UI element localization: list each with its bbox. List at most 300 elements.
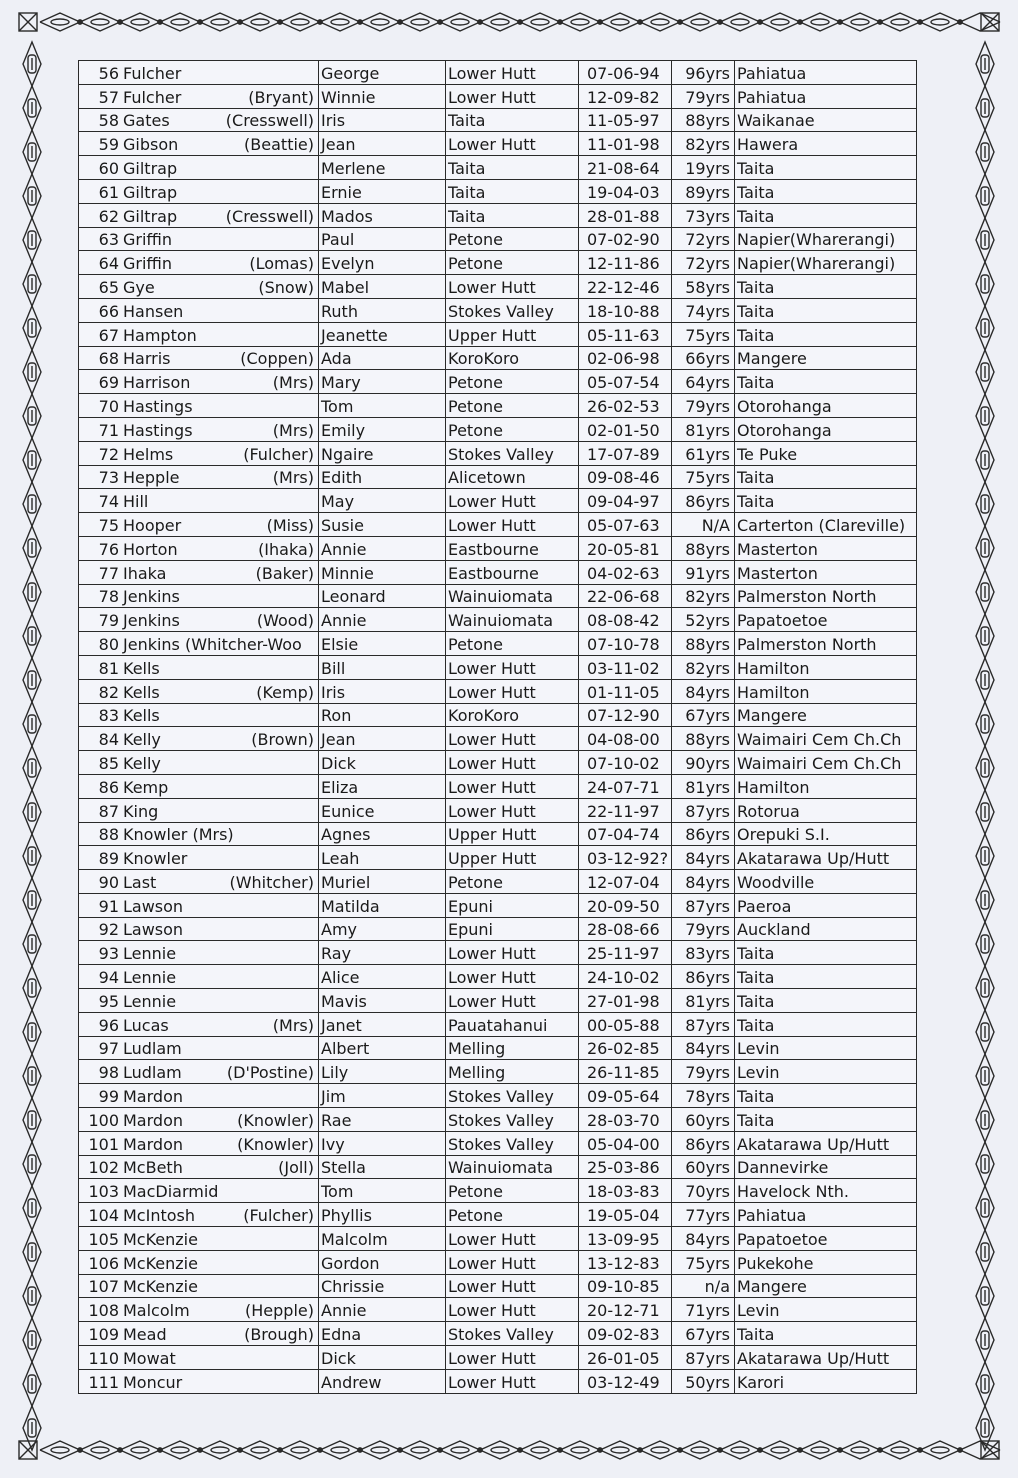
name-left bbox=[81, 968, 176, 988]
first-name: Elsie bbox=[319, 632, 446, 656]
name-cell bbox=[79, 870, 319, 894]
entry-number: 85 bbox=[98, 753, 119, 773]
surname: Malcolm bbox=[123, 1301, 190, 1321]
name-cell bbox=[79, 1131, 319, 1155]
name-wrap bbox=[81, 1230, 316, 1250]
table-row bbox=[79, 536, 917, 560]
first-name: Tom bbox=[319, 394, 446, 418]
age: 87yrs bbox=[672, 1012, 735, 1036]
name-left bbox=[81, 920, 183, 940]
age: 84yrs bbox=[672, 870, 735, 894]
age: 60yrs bbox=[672, 1155, 735, 1179]
entry-number: 79 bbox=[98, 611, 119, 631]
maiden-name bbox=[314, 183, 316, 203]
maiden-name bbox=[314, 897, 316, 917]
residence: Lower Hutt bbox=[446, 275, 579, 299]
residence: Stokes Valley bbox=[446, 1322, 579, 1346]
burial-place: Levin bbox=[735, 1060, 917, 1084]
entry-number: 93 bbox=[98, 944, 119, 964]
age: 52yrs bbox=[672, 608, 735, 632]
burial-place: Mangere bbox=[735, 1274, 917, 1298]
maiden-name: (Mrs) bbox=[272, 1015, 314, 1035]
table-row bbox=[79, 275, 917, 299]
first-name: Gordon bbox=[319, 1250, 446, 1274]
name-left bbox=[81, 64, 181, 84]
table-row bbox=[79, 822, 917, 846]
name-left bbox=[81, 159, 177, 179]
table-row bbox=[79, 251, 917, 275]
maiden-name bbox=[314, 159, 316, 179]
table-row bbox=[79, 1227, 917, 1251]
maiden-name bbox=[314, 1277, 316, 1297]
name-left bbox=[81, 1301, 190, 1321]
residence: Stokes Valley bbox=[446, 441, 579, 465]
table-row bbox=[79, 965, 917, 989]
first-name: Mavis bbox=[319, 989, 446, 1013]
name-wrap bbox=[81, 1254, 316, 1274]
name-cell bbox=[79, 655, 319, 679]
entry-number: 100 bbox=[88, 1110, 119, 1130]
name-left bbox=[81, 373, 190, 393]
name-left bbox=[81, 611, 180, 631]
name-cell bbox=[79, 560, 319, 584]
surname: Giltrap bbox=[123, 206, 178, 226]
residence: Wainuiomata bbox=[446, 584, 579, 608]
date-of-death: 20-09-50 bbox=[579, 893, 672, 917]
entry-number: 86 bbox=[98, 777, 119, 797]
date-of-death: 05-04-00 bbox=[579, 1131, 672, 1155]
age: 86yrs bbox=[672, 1131, 735, 1155]
age: 86yrs bbox=[672, 489, 735, 513]
maiden-name: (Miss) bbox=[266, 515, 314, 535]
entry-number: 99 bbox=[98, 1087, 119, 1107]
entry-number: 70 bbox=[98, 396, 119, 416]
surname: Griffin bbox=[123, 230, 173, 250]
maiden-name bbox=[314, 64, 316, 84]
maiden-name: (Mrs) bbox=[272, 468, 314, 488]
surname: Giltrap bbox=[123, 182, 178, 202]
residence: Upper Hutt bbox=[446, 322, 579, 346]
maiden-name bbox=[314, 1254, 316, 1274]
table-row bbox=[79, 346, 917, 370]
table-row bbox=[79, 1322, 917, 1346]
name-wrap bbox=[81, 1349, 316, 1369]
table-row bbox=[79, 679, 917, 703]
name-left bbox=[81, 207, 177, 227]
entry-number: 91 bbox=[98, 896, 119, 916]
name-left bbox=[81, 1277, 198, 1297]
table-row bbox=[79, 870, 917, 894]
maiden-name: (Mrs) bbox=[272, 373, 314, 393]
maiden-name: (Beattie) bbox=[244, 135, 314, 155]
burial-place: Orepuki S.I. bbox=[735, 822, 917, 846]
surname: Harris bbox=[123, 349, 171, 369]
surname: Lennie bbox=[123, 991, 177, 1011]
table-row bbox=[79, 1250, 917, 1274]
residence: Lower Hutt bbox=[446, 489, 579, 513]
age: 77yrs bbox=[672, 1203, 735, 1227]
table-row bbox=[79, 1203, 917, 1227]
surname: Jenkins (Whitcher-Woo bbox=[123, 634, 302, 654]
maiden-name bbox=[314, 944, 316, 964]
age: 73yrs bbox=[672, 203, 735, 227]
table-row bbox=[79, 893, 917, 917]
name-cell bbox=[79, 322, 319, 346]
residence: Lower Hutt bbox=[446, 774, 579, 798]
surname: Gibson bbox=[123, 135, 179, 155]
age: 81yrs bbox=[672, 417, 735, 441]
entry-number: 94 bbox=[98, 968, 119, 988]
date-of-death: 00-05-88 bbox=[579, 1012, 672, 1036]
name-left bbox=[81, 587, 180, 607]
burial-place: Waimairi Cem Ch.Ch bbox=[735, 727, 917, 751]
age: 79yrs bbox=[672, 84, 735, 108]
residence: Lower Hutt bbox=[446, 84, 579, 108]
burial-place: Taita bbox=[735, 370, 917, 394]
date-of-death: 11-01-98 bbox=[579, 132, 672, 156]
surname: Mardon bbox=[123, 1110, 183, 1130]
table-row bbox=[79, 394, 917, 418]
first-name: Edith bbox=[319, 465, 446, 489]
first-name: Matilda bbox=[319, 893, 446, 917]
burial-place: Akatarawa Up/Hutt bbox=[735, 846, 917, 870]
name-cell bbox=[79, 608, 319, 632]
name-left bbox=[81, 944, 176, 964]
residence: Lower Hutt bbox=[446, 61, 579, 85]
maiden-name bbox=[314, 802, 316, 822]
entry-number: 76 bbox=[98, 539, 119, 559]
date-of-death: 22-06-68 bbox=[579, 584, 672, 608]
residence: KoroKoro bbox=[446, 703, 579, 727]
maiden-name: (Lomas) bbox=[249, 254, 314, 274]
burial-place: Levin bbox=[735, 1036, 917, 1060]
name-cell bbox=[79, 941, 319, 965]
surname: Harrison bbox=[123, 373, 191, 393]
name-wrap bbox=[81, 278, 316, 298]
name-cell bbox=[79, 298, 319, 322]
name-left bbox=[81, 1182, 218, 1202]
first-name: Andrew bbox=[319, 1369, 446, 1393]
name-wrap bbox=[81, 897, 316, 917]
entry-number: 110 bbox=[88, 1348, 119, 1368]
entry-number: 69 bbox=[98, 373, 119, 393]
entry-number: 97 bbox=[98, 1039, 119, 1059]
date-of-death: 09-04-97 bbox=[579, 489, 672, 513]
name-cell bbox=[79, 727, 319, 751]
surname: Hansen bbox=[123, 301, 184, 321]
name-wrap bbox=[81, 373, 316, 393]
name-cell bbox=[79, 441, 319, 465]
date-of-death: 13-09-95 bbox=[579, 1227, 672, 1251]
name-cell bbox=[79, 417, 319, 441]
name-wrap bbox=[81, 1111, 316, 1131]
name-cell bbox=[79, 179, 319, 203]
burial-place: Woodville bbox=[735, 870, 917, 894]
name-wrap bbox=[81, 1373, 316, 1393]
date-of-death: 24-10-02 bbox=[579, 965, 672, 989]
surname: Mead bbox=[123, 1325, 167, 1345]
name-cell bbox=[79, 1227, 319, 1251]
residence: Pauatahanui bbox=[446, 1012, 579, 1036]
first-name: Ray bbox=[319, 941, 446, 965]
first-name: Mabel bbox=[319, 275, 446, 299]
name-left bbox=[81, 183, 177, 203]
name-cell bbox=[79, 917, 319, 941]
surname: Giltrap bbox=[123, 158, 178, 178]
burial-place: Masterton bbox=[735, 560, 917, 584]
name-cell bbox=[79, 1036, 319, 1060]
table-row bbox=[79, 417, 917, 441]
maiden-name bbox=[314, 1182, 316, 1202]
table-row bbox=[79, 655, 917, 679]
age: 81yrs bbox=[672, 774, 735, 798]
date-of-death: 07-10-78 bbox=[579, 632, 672, 656]
name-left bbox=[81, 302, 183, 322]
burial-place: Mangere bbox=[735, 703, 917, 727]
name-cell bbox=[79, 1250, 319, 1274]
date-of-death: 07-02-90 bbox=[579, 227, 672, 251]
surname: Helms bbox=[123, 444, 174, 464]
surname: Ludlam bbox=[123, 1039, 182, 1059]
surname: Kells bbox=[123, 706, 160, 726]
surname: Hastings bbox=[123, 420, 193, 440]
name-wrap bbox=[81, 611, 316, 631]
entry-number: 101 bbox=[88, 1134, 119, 1154]
entry-number: 108 bbox=[88, 1301, 119, 1321]
entry-number: 74 bbox=[98, 492, 119, 512]
first-name: Jim bbox=[319, 1084, 446, 1108]
table-row bbox=[79, 1179, 917, 1203]
age: 79yrs bbox=[672, 1060, 735, 1084]
maiden-name bbox=[314, 706, 316, 726]
table-row bbox=[79, 370, 917, 394]
maiden-name bbox=[314, 1230, 316, 1250]
first-name: Ron bbox=[319, 703, 446, 727]
name-left bbox=[81, 1135, 183, 1155]
date-of-death: 05-07-54 bbox=[579, 370, 672, 394]
burial-place: Levin bbox=[735, 1298, 917, 1322]
first-name: Ivy bbox=[319, 1131, 446, 1155]
maiden-name bbox=[314, 1039, 316, 1059]
table-row bbox=[79, 298, 917, 322]
first-name: Annie bbox=[319, 1298, 446, 1322]
first-name: Jean bbox=[319, 727, 446, 751]
age: 86yrs bbox=[672, 822, 735, 846]
name-wrap bbox=[81, 445, 316, 465]
residence: Taita bbox=[446, 108, 579, 132]
burial-place: Taita bbox=[735, 941, 917, 965]
residence: Petone bbox=[446, 370, 579, 394]
name-wrap bbox=[81, 64, 316, 84]
name-left bbox=[81, 421, 193, 441]
name-cell bbox=[79, 774, 319, 798]
entry-number: 61 bbox=[98, 182, 119, 202]
date-of-death: 22-11-97 bbox=[579, 798, 672, 822]
burial-place: Papatoetoe bbox=[735, 608, 917, 632]
name-cell bbox=[79, 1155, 319, 1179]
entry-number: 104 bbox=[88, 1206, 119, 1226]
entry-number: 107 bbox=[88, 1277, 119, 1297]
name-cell bbox=[79, 584, 319, 608]
residence: Epuni bbox=[446, 917, 579, 941]
name-wrap bbox=[81, 183, 316, 203]
table-row bbox=[79, 132, 917, 156]
name-wrap bbox=[81, 944, 316, 964]
name-left bbox=[81, 1349, 176, 1369]
burial-place: Mangere bbox=[735, 346, 917, 370]
surname: Moncur bbox=[123, 1372, 183, 1392]
first-name: Albert bbox=[319, 1036, 446, 1060]
date-of-death: 12-09-82 bbox=[579, 84, 672, 108]
age: 87yrs bbox=[672, 798, 735, 822]
date-of-death: 20-05-81 bbox=[579, 536, 672, 560]
age: 88yrs bbox=[672, 727, 735, 751]
date-of-death: 19-05-04 bbox=[579, 1203, 672, 1227]
name-cell bbox=[79, 965, 319, 989]
age: 84yrs bbox=[672, 679, 735, 703]
age: 75yrs bbox=[672, 465, 735, 489]
burial-place: Napier(Wharerangi) bbox=[735, 227, 917, 251]
burial-place: Masterton bbox=[735, 536, 917, 560]
table-row bbox=[79, 632, 917, 656]
age: 84yrs bbox=[672, 1036, 735, 1060]
entry-number: 103 bbox=[88, 1182, 119, 1202]
burial-place: Hamilton bbox=[735, 655, 917, 679]
table-row bbox=[79, 1012, 917, 1036]
age: 88yrs bbox=[672, 108, 735, 132]
name-wrap bbox=[81, 1182, 316, 1202]
name-cell bbox=[79, 346, 319, 370]
burial-place: Waimairi Cem Ch.Ch bbox=[735, 751, 917, 775]
residence: Petone bbox=[446, 870, 579, 894]
name-cell bbox=[79, 536, 319, 560]
name-wrap bbox=[81, 397, 316, 417]
residence: Eastbourne bbox=[446, 560, 579, 584]
name-cell bbox=[79, 108, 319, 132]
entry-number: 77 bbox=[98, 563, 119, 583]
first-name: May bbox=[319, 489, 446, 513]
name-left bbox=[81, 278, 155, 298]
name-cell bbox=[79, 370, 319, 394]
residence: Lower Hutt bbox=[446, 132, 579, 156]
maiden-name bbox=[314, 825, 316, 845]
maiden-name: (Kemp) bbox=[256, 682, 314, 702]
burial-place: Taita bbox=[735, 203, 917, 227]
name-cell bbox=[79, 275, 319, 299]
table-row bbox=[79, 61, 917, 85]
name-wrap bbox=[81, 873, 316, 893]
first-name: Dick bbox=[319, 1346, 446, 1370]
name-wrap bbox=[81, 111, 316, 131]
name-left bbox=[81, 635, 302, 655]
residence: Upper Hutt bbox=[446, 822, 579, 846]
table-row bbox=[79, 727, 917, 751]
entry-number: 105 bbox=[88, 1229, 119, 1249]
name-cell bbox=[79, 1084, 319, 1108]
entry-number: 81 bbox=[98, 658, 119, 678]
name-left bbox=[81, 1111, 183, 1131]
name-left bbox=[81, 564, 166, 584]
name-left bbox=[81, 88, 181, 108]
name-wrap bbox=[81, 88, 316, 108]
burial-place: Waikanae bbox=[735, 108, 917, 132]
entry-number: 87 bbox=[98, 801, 119, 821]
name-left bbox=[81, 468, 179, 488]
date-of-death: 07-10-02 bbox=[579, 751, 672, 775]
table-row bbox=[79, 941, 917, 965]
residence: Lower Hutt bbox=[446, 1298, 579, 1322]
entry-number: 95 bbox=[98, 991, 119, 1011]
age: N/A bbox=[672, 513, 735, 537]
first-name: Ruth bbox=[319, 298, 446, 322]
burial-place: Auckland bbox=[735, 917, 917, 941]
surname: Lucas bbox=[123, 1015, 169, 1035]
burial-place: Papatoetoe bbox=[735, 1227, 917, 1251]
entry-number: 92 bbox=[98, 920, 119, 940]
surname: Griffin bbox=[123, 254, 173, 274]
age: 74yrs bbox=[672, 298, 735, 322]
first-name: Stella bbox=[319, 1155, 446, 1179]
records-table bbox=[78, 60, 917, 1394]
table-row bbox=[79, 1298, 917, 1322]
date-of-death: 26-02-53 bbox=[579, 394, 672, 418]
age: 79yrs bbox=[672, 394, 735, 418]
entry-number: 60 bbox=[98, 158, 119, 178]
maiden-name: (Brown) bbox=[251, 730, 314, 750]
first-name: Agnes bbox=[319, 822, 446, 846]
name-wrap bbox=[81, 135, 316, 155]
residence: Lower Hutt bbox=[446, 751, 579, 775]
entry-number: 59 bbox=[98, 135, 119, 155]
residence: Petone bbox=[446, 632, 579, 656]
first-name: Muriel bbox=[319, 870, 446, 894]
date-of-death: 09-10-85 bbox=[579, 1274, 672, 1298]
burial-place: Taita bbox=[735, 965, 917, 989]
name-wrap bbox=[81, 349, 316, 369]
name-left bbox=[81, 254, 172, 274]
maiden-name: (Knowler) bbox=[237, 1134, 314, 1154]
age: 72yrs bbox=[672, 251, 735, 275]
entry-number: 83 bbox=[98, 706, 119, 726]
name-cell bbox=[79, 1203, 319, 1227]
name-cell bbox=[79, 1298, 319, 1322]
first-name: Annie bbox=[319, 608, 446, 632]
burial-place: Otorohanga bbox=[735, 394, 917, 418]
maiden-name: (Knowler) bbox=[237, 1110, 314, 1130]
burial-place: Pahiatua bbox=[735, 1203, 917, 1227]
name-wrap bbox=[81, 1277, 316, 1297]
first-name: Emily bbox=[319, 417, 446, 441]
residence: Petone bbox=[446, 1179, 579, 1203]
maiden-name: (Brough) bbox=[244, 1325, 314, 1345]
name-cell bbox=[79, 893, 319, 917]
residence: Melling bbox=[446, 1036, 579, 1060]
date-of-death: 05-07-63 bbox=[579, 513, 672, 537]
entry-number: 98 bbox=[98, 1063, 119, 1083]
surname: MacDiarmid bbox=[123, 1182, 219, 1202]
name-left bbox=[81, 516, 181, 536]
surname: Fulcher bbox=[123, 87, 182, 107]
age: 96yrs bbox=[672, 61, 735, 85]
first-name: Eliza bbox=[319, 774, 446, 798]
table-row bbox=[79, 774, 917, 798]
first-name: Mados bbox=[319, 203, 446, 227]
date-of-death: 18-10-88 bbox=[579, 298, 672, 322]
name-left bbox=[81, 1325, 167, 1345]
maiden-name: (Wood) bbox=[256, 611, 314, 631]
entry-number: 58 bbox=[98, 111, 119, 131]
surname: Hill bbox=[123, 492, 149, 512]
